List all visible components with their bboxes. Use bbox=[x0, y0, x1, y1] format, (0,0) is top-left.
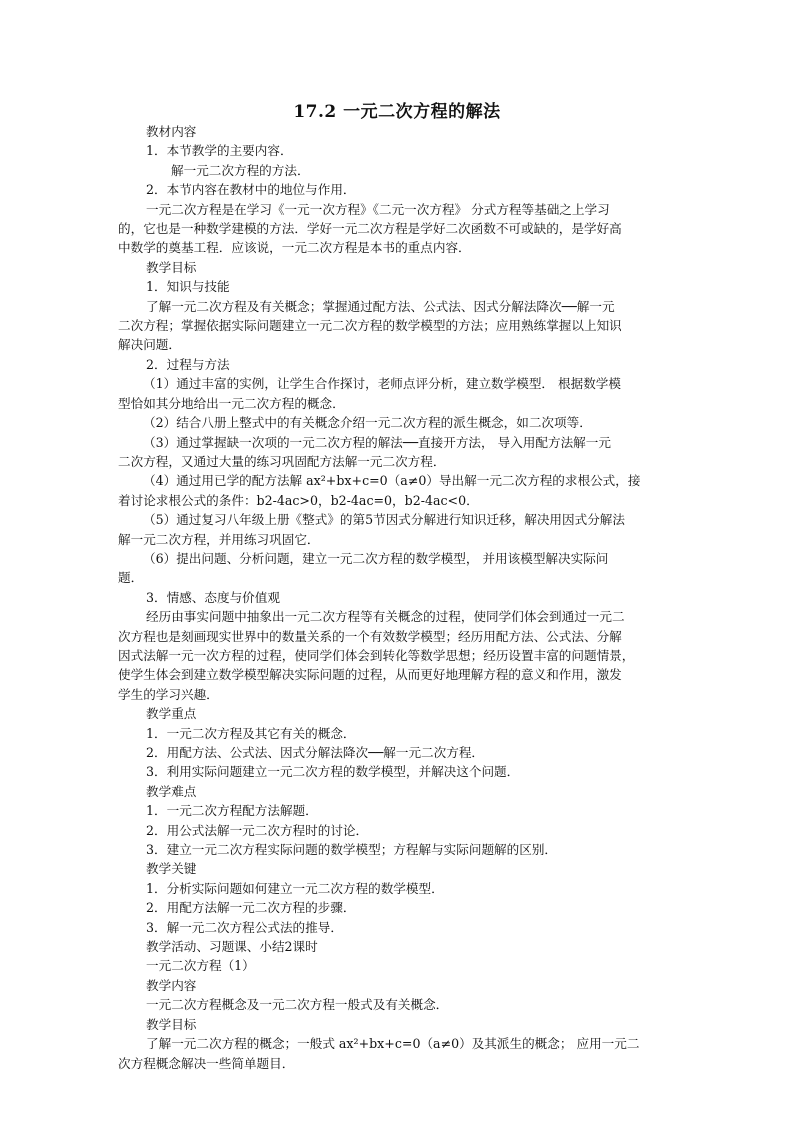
text-line: （6）提出问题、分析问题，建立一元二次方程的数学模型， 并用该模型解决实际问 bbox=[143, 550, 609, 566]
text-line: （4）通过用已学的配方法解 ax²+bx+c=0（a≠0）导出解一元二次方程的求根公式，接 bbox=[143, 473, 641, 489]
text-line: 次方程也是刻画现实世界中的数量关系的一个有效数学模型；经历用配方法、公式法、分解 bbox=[118, 628, 622, 644]
text-line: 教材内容 bbox=[146, 124, 197, 139]
text-line: 一元二次方程概念及一元二次方程一般式及有关概念． bbox=[146, 997, 449, 1013]
text-line: 二次方程；掌握依据实际问题建立一元二次方程的数学模型的方法；应用熟练掌握以上知识 bbox=[118, 318, 622, 334]
text-line: （2）结合八册上整式中的有关概念介绍一元二次方程的派生概念，如二次项等． bbox=[143, 415, 592, 431]
text-line: 2．用配方法解一元二次方程的步骤． bbox=[146, 900, 356, 916]
text-line: 经历由事实问题中抽象出一元二次方程等有关概念的过程，使同学们体会到通过一元二 bbox=[146, 609, 625, 625]
text-line: （3）通过掌握缺一次项的一元二次方程的解法──直接开方法， 导入用配方法解一元 bbox=[143, 434, 611, 450]
text-line: 3．建立一元二次方程实际问题的数学模型；方程解与实际问题解的区别． bbox=[146, 842, 558, 858]
text-line: 教学内容 bbox=[146, 977, 197, 993]
document-body bbox=[118, 122, 673, 1073]
text-line: 解决问题． bbox=[118, 337, 181, 353]
text-line: 教学难点 bbox=[146, 783, 197, 799]
text-line: 2．过程与方法 bbox=[146, 356, 230, 372]
text-line: 着讨论求根公式的条件：b2-4ac>0，b2-4ac=0，b2-4ac<0． bbox=[118, 492, 479, 508]
text-line: 了解一元二次方程及有关概念；掌握通过配方法、公式法、因式分解法降次──解一元 bbox=[146, 298, 615, 314]
text-line: 2．用配方法、公式法、因式分解法降次──解一元二次方程． bbox=[146, 745, 485, 760]
text-line: 中数学的奠基工程．应该说，一元二次方程是本书的重点内容． bbox=[118, 240, 471, 256]
text-line: 解一元二次方程，并用练习巩固它． bbox=[118, 531, 320, 547]
text-line: 教学重点 bbox=[146, 706, 197, 722]
text-line: 1．一元二次方程及其它有关的概念． bbox=[146, 725, 356, 741]
text-line: 了解一元二次方程的概念；一般式 ax²+bx+c=0（a≠0）及其派生的概念； 应用一元二 bbox=[146, 1036, 640, 1052]
text-line: 2．用公式法解一元二次方程时的讨论． bbox=[146, 822, 369, 838]
document-title: 17.2 一元二次方程的解法 bbox=[293, 102, 501, 122]
text-line: 3．利用实际问题建立一元二次方程的数学模型，并解决这个问题． bbox=[146, 764, 520, 780]
text-line: 型恰如其分地给出一元二次方程的概念． bbox=[118, 395, 345, 411]
text-line: 一元二次方程是在学习《一元一次方程》《二元一次方程》 分式方程等基础之上学习 bbox=[146, 201, 610, 217]
text-line: 题． bbox=[118, 570, 144, 586]
text-line: 3．解一元二次方程公式法的推导． bbox=[146, 919, 343, 935]
text-line: 因式法解一元一次方程的过程，使同学们体会到转化等数学思想；经历设置丰富的问题情景， bbox=[118, 647, 635, 663]
text-line: 1．知识与技能 bbox=[146, 279, 230, 295]
text-line: 教学目标 bbox=[146, 1016, 197, 1032]
text-line: 学生的学习兴趣． bbox=[118, 686, 219, 702]
text-line: 教学关键 bbox=[146, 861, 197, 877]
text-line: 解一元二次方程的方法． bbox=[171, 162, 310, 178]
text-line: 1．本节教学的主要内容． bbox=[146, 143, 293, 159]
text-line: 1．一元二次方程配方法解题． bbox=[146, 803, 318, 819]
text-line: 3．情感、态度与价值观 bbox=[146, 589, 280, 605]
text-line: 二次方程，又通过大量的练习巩固配方法解一元二次方程． bbox=[118, 453, 446, 469]
text-line: 使学生体会到建立数学模型解决实际问题的过程，从而更好地理解方程的意义和作用，激发 bbox=[118, 667, 622, 683]
text-line: 一元二次方程（1） bbox=[146, 958, 255, 974]
text-line: （1）通过丰富的实例，让学生合作探讨，老师点评分析，建立数学模型． 根据数学模 bbox=[143, 376, 621, 392]
text-line: 教学活动、习题课、小结2课时 bbox=[146, 939, 318, 955]
text-line: 2．本节内容在教材中的地位与作用． bbox=[146, 182, 356, 198]
text-line: 教学目标 bbox=[146, 259, 197, 275]
text-line: 的，它也是一种数学建模的方法．学好一元二次方程是学好二次函数不可或缺的，是学好高 bbox=[118, 221, 622, 237]
text-line: （5）通过复习八年级上册《整式》的第5节因式分解进行知识迁移，解决用因式分解法 bbox=[143, 512, 625, 528]
text-line: 次方程概念解决一些简单题目． bbox=[118, 1055, 295, 1071]
text-line: 1．分析实际问题如何建立一元二次方程的数学模型． bbox=[146, 880, 444, 896]
